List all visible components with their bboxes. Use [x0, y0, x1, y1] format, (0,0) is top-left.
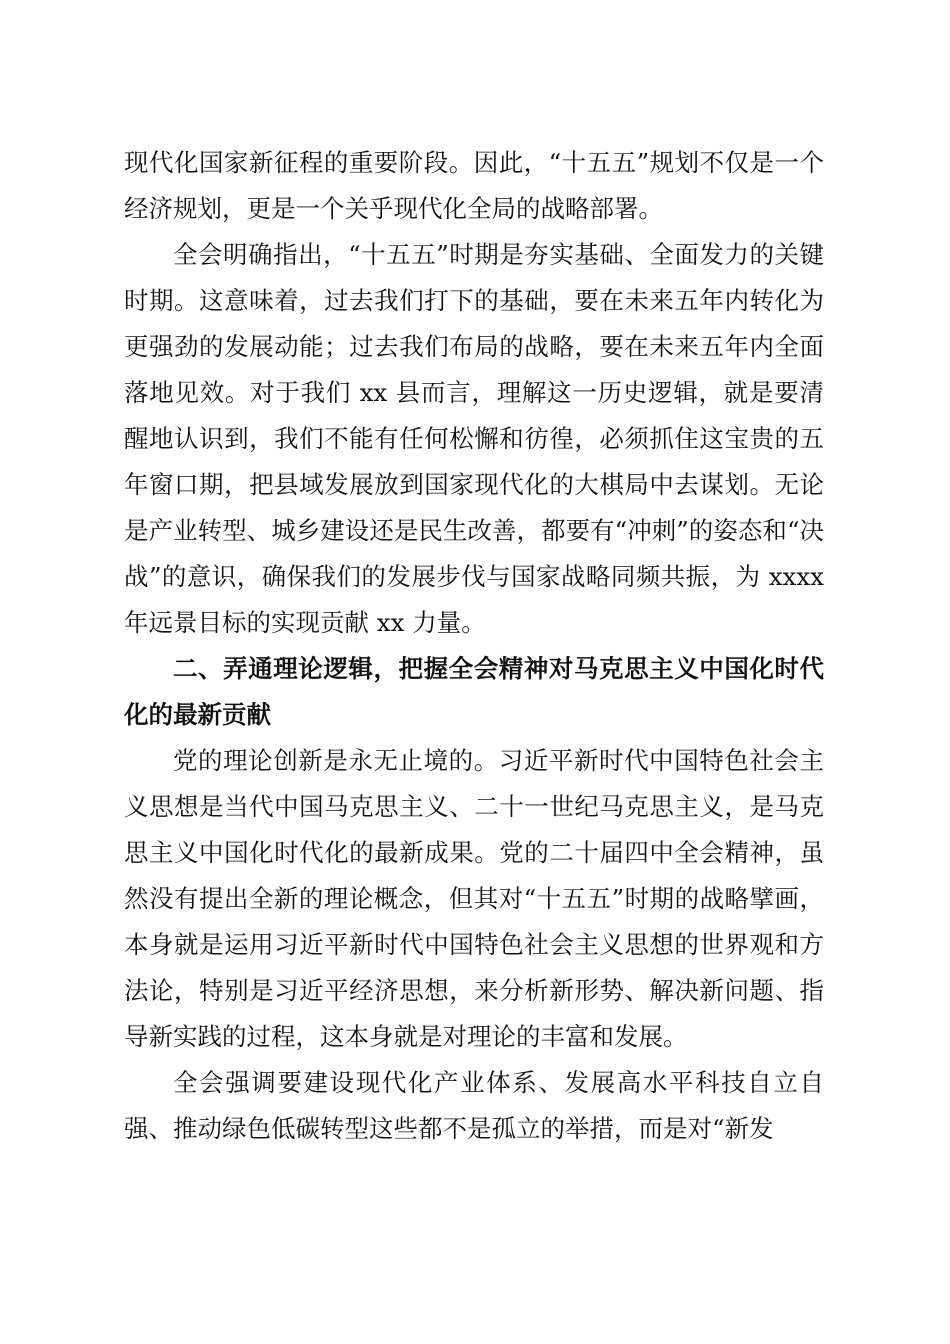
document-body — [124, 140, 824, 1152]
section-heading: 二、弄通理论逻辑，把握全会精神对马克思主义中国化时代化的最新贡献 — [124, 654, 824, 729]
paragraph: 全会强调要建设现代化产业体系、发展高水平科技自立自强、推动绿色低碳转型这些都不是孤立的举措，而是对“新发 — [124, 1068, 824, 1143]
paragraph: 全会明确指出，“十五五”时期是夯实基础、全面发力的关键时期。这意味着，过去我们打下的基础，要在未来五年内转化为更强劲的发展动能；过去我们布局的战略，要在未来五年内全面落地见效。对于我们 xx 县而言，理解这一历史逻辑，就是要清醒地认识到，我们不能有任何松懈和彷徨，必须抓住这宝贵的五年窗口期，把县域发展放到国家现代化的大棋局中去谋划。无论是产业转型、城乡建设还是民生改善，都要有“冲刺”的姿态和“决战”的意识，确保我们的发展步伐与国家战略同频共振，为 xxxx 年远景目标的实现贡献 xx 力量。 — [124, 240, 824, 637]
paragraph-continued: 现代化国家新征程的重要阶段。因此，“十五五”规划不仅是一个经济规划，更是一个关乎现代化全局的战略部署。 — [124, 148, 824, 223]
paragraph: 党的理论创新是永无止境的。习近平新时代中国特色社会主义思想是当代中国马克思主义、二十一世纪马克思主义，是马克思主义中国化时代化的最新成果。党的二十届四中全会精神，虽然没有提出全新的理论概念，但其对“十五五”时期的战略擘画，本身就是运用习近平新时代中国特色社会主义思想的世界观和方法论，特别是习近平经济思想，来分析新形势、解决新问题、指导新实践的过程，这本身就是对理论的丰富和发展。 — [124, 746, 824, 1051]
